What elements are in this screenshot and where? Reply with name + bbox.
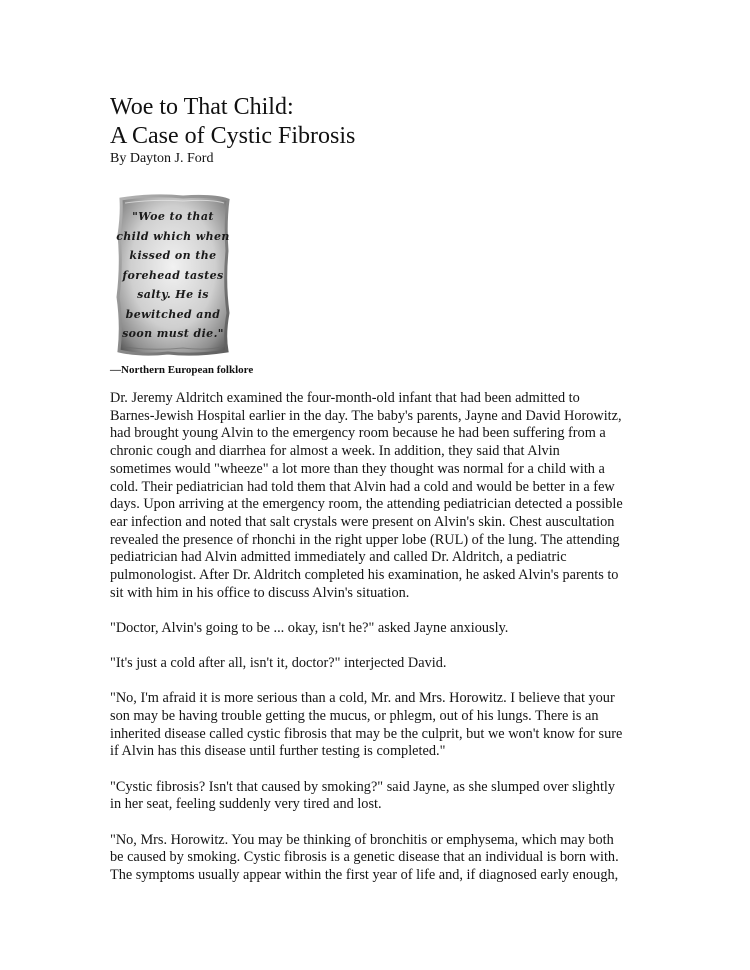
epigraph-line: kissed on the: [129, 249, 217, 262]
epigraph-line: forehead tastes: [122, 268, 224, 282]
text-line: sit with him in his office to discuss Alvin's situation.: [110, 584, 410, 601]
byline: By Dayton J. Ford: [110, 151, 214, 166]
text-line: The symptoms usually appear within the first year of life and, if diagnosed early enough,: [110, 866, 619, 883]
text-line: had brought young Alvin to the emergency room because he had been suffering from a: [110, 425, 606, 442]
paragraph: [110, 655, 648, 673]
text-line: days. Upon arriving at the emergency room, the attending pediatrician detected a possible: [110, 496, 623, 513]
document-title: [110, 93, 355, 151]
title-line-1: Woe to That Child:: [110, 94, 294, 120]
epigraph-scroll: [113, 193, 233, 357]
text-line: "Cystic fibrosis? Isn't that caused by smoking?" said Jayne, as she slumped over slightly: [110, 778, 616, 795]
text-line: ear infection and noted that salt crystals were present on Alvin's skin. Chest auscultation: [110, 513, 615, 530]
epigraph-line: bewitched and: [125, 307, 221, 321]
text-line: inherited disease called cystic fibrosis that may be the culprit, but we won't know for sure: [110, 725, 623, 742]
article-body: [110, 390, 648, 902]
paragraph: [110, 690, 648, 761]
text-line: "No, I'm afraid it is more serious than a cold, Mr. and Mrs. Horowitz. I believe that your: [110, 690, 615, 707]
text-line: pediatrician had Alvin admitted immediately and called Dr. Aldritch, a pediatric: [110, 549, 567, 566]
text-line: "No, Mrs. Horowitz. You may be thinking of bronchitis or emphysema, which may both: [110, 831, 614, 848]
text-line: sometimes would "wheeze" a lot more than they thought was normal for a child with a: [110, 460, 605, 477]
text-line: in her seat, feeling suddenly very tired and lost.: [110, 796, 382, 813]
text-line: pulmonologist. After Dr. Aldritch completed his examination, he asked Alvin's parents to: [110, 567, 619, 584]
epigraph-attribution: —Northern European folklore: [110, 364, 254, 376]
text-line: son may be having trouble getting the mucus, or phlegm, out of his lungs. There is an: [110, 708, 599, 725]
text-line: chronic cough and diarrhea for almost a week. In addition, they said that Alvin: [110, 443, 560, 460]
epigraph-line: salty. He is: [137, 288, 209, 301]
paragraph: [110, 832, 648, 885]
paragraph: [110, 779, 648, 814]
title-line-2: A Case of Cystic Fibrosis: [110, 123, 356, 149]
epigraph-line: child which when: [116, 229, 230, 243]
paragraph: [110, 390, 648, 602]
text-line: "It's just a cold after all, isn't it, doctor?" interjected David.: [110, 655, 447, 672]
text-line: Dr. Jeremy Aldritch examined the four-month-old infant that had been admitted to: [110, 390, 580, 406]
text-line: cold. Their pediatrician had told them that Alvin had a cold and would be better in a few: [110, 478, 615, 495]
epigraph-line: "Woe to that: [132, 210, 214, 223]
text-line: "Doctor, Alvin's going to be ... okay, isn't he?" asked Jayne anxiously.: [110, 619, 509, 636]
epigraph-line: soon must die.": [122, 327, 224, 340]
text-line: revealed the presence of rhonchi in the right upper lobe (RUL) of the lung. The attending: [110, 531, 620, 548]
paragraph: [110, 620, 648, 638]
text-line: be caused by smoking. Cystic fibrosis is a genetic disease that an individual is born with.: [110, 849, 619, 866]
text-line: Barnes-Jewish Hospital earlier in the day. The baby's parents, Jayne and David Horowitz,: [110, 407, 622, 424]
text-line: if Alvin has this disease until further testing is completed.": [110, 743, 446, 760]
epigraph-quote: [113, 207, 233, 344]
